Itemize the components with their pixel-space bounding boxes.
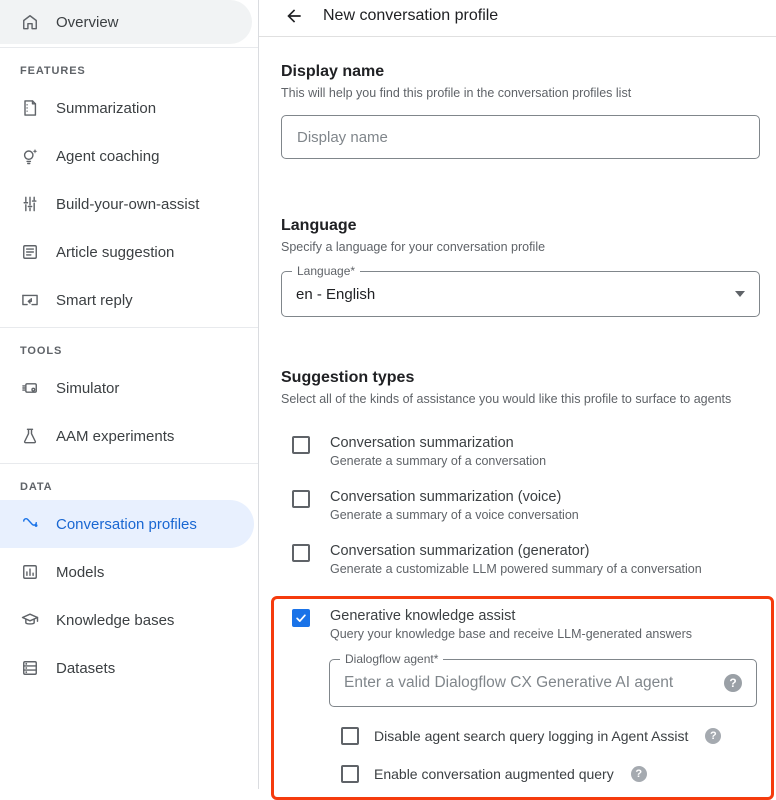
checkbox-disable-query-logging[interactable]	[341, 727, 359, 745]
option-label: Generative knowledge assist	[330, 608, 516, 624]
suboption-disable-query-logging	[341, 727, 759, 745]
help-icon[interactable]: ?	[724, 674, 742, 692]
checkbox-generative-knowledge-assist[interactable]	[292, 609, 310, 627]
display-name-title: Display name	[281, 63, 385, 80]
experiment-flask-icon	[20, 426, 40, 446]
sidebar-item-label: Smart reply	[56, 291, 133, 309]
suboption-label: Enable conversation augmented query	[374, 766, 614, 782]
sidebar-section-features: FEATURES	[20, 65, 86, 77]
conversation-squiggle-icon	[20, 514, 40, 534]
suboption-enable-augmented-query	[341, 765, 759, 783]
help-icon[interactable]: ?	[705, 728, 721, 744]
suggestion-options-list	[281, 434, 760, 800]
bar-chart-icon	[20, 562, 40, 582]
option-conversation-summarization-generator	[292, 542, 760, 578]
option-description: Query your knowledge base and receive LLM-generated answers	[330, 627, 693, 641]
sidebar-item-label: Article suggestion	[56, 243, 175, 261]
sidebar-item-summarization[interactable]	[0, 84, 258, 132]
sidebar-item-label: Overview	[56, 13, 119, 31]
suggestion-types-section	[281, 369, 760, 800]
smart-reply-icon	[20, 290, 40, 310]
sidebar-item-conversation-profiles[interactable]	[0, 500, 254, 548]
sidebar-item-article-suggestion[interactable]	[0, 228, 258, 276]
checkbox-conversation-summarization-voice[interactable]	[292, 490, 310, 508]
dialogflow-agent-field-label: Dialogflow agent*	[340, 652, 443, 666]
option-description: Generate a summary of a voice conversation	[330, 508, 579, 522]
sidebar-item-agent-coaching[interactable]	[0, 132, 258, 180]
sidebar-item-overview[interactable]	[0, 0, 252, 44]
sidebar-item-label: Simulator	[56, 379, 120, 397]
sidebar-section-data: DATA	[20, 481, 53, 493]
option-conversation-summarization-voice	[292, 488, 760, 524]
display-name-section	[281, 63, 760, 159]
main-panel	[259, 0, 776, 789]
language-select[interactable]	[281, 264, 760, 317]
suggestion-types-subtitle: Select all of the kinds of assistance you would like this profile to surface to agents	[281, 392, 732, 406]
sidebar-item-label: Agent coaching	[56, 147, 160, 165]
option-label: Conversation summarization (generator)	[330, 543, 590, 559]
sidebar-item-models[interactable]	[0, 548, 258, 596]
sidebar-item-build-your-own-assist[interactable]	[0, 180, 258, 228]
sidebar-item-datasets[interactable]	[0, 644, 258, 692]
sidebar-item-smart-reply[interactable]	[0, 276, 258, 324]
language-selected-value: en - English	[296, 285, 376, 303]
help-icon[interactable]: ?	[631, 766, 647, 782]
language-field-label: Language*	[292, 264, 360, 278]
display-name-input[interactable]	[281, 115, 760, 159]
sidebar-item-aam-experiments[interactable]	[0, 412, 258, 460]
checkbox-conversation-summarization[interactable]	[292, 436, 310, 454]
checkbox-enable-augmented-query[interactable]	[341, 765, 359, 783]
sidebar-item-label: Models	[56, 563, 105, 581]
sidebar-item-label: Build-your-own-assist	[56, 195, 200, 213]
sidebar-item-label: Conversation profiles	[56, 515, 197, 533]
language-section	[281, 217, 760, 317]
language-title: Language	[281, 217, 357, 234]
home-icon	[20, 12, 40, 32]
language-subtitle: Specify a language for your conversation profile	[281, 240, 546, 254]
dataset-rows-icon	[20, 658, 40, 678]
sidebar-item-label: Summarization	[56, 99, 157, 117]
form-content	[259, 37, 776, 800]
chevron-down-icon	[735, 291, 745, 297]
option-generative-knowledge-assist	[292, 607, 759, 643]
page-title: New conversation profile	[323, 7, 499, 24]
sidebar	[0, 0, 259, 789]
dialogflow-agent-placeholder: Enter a valid Dialogflow CX Generative AI agent	[344, 674, 674, 691]
option-description: Generate a summary of a conversation	[330, 454, 547, 468]
option-label: Conversation summarization	[330, 435, 514, 451]
suboption-label: Disable agent search query logging in Agent Assist	[374, 728, 689, 744]
sidebar-item-knowledge-bases[interactable]	[0, 596, 258, 644]
summarize-document-icon	[20, 98, 40, 118]
suggestion-types-title: Suggestion types	[281, 369, 415, 386]
lightbulb-spark-icon	[20, 146, 40, 166]
page-header	[259, 0, 776, 37]
generative-knowledge-assist-highlight	[271, 596, 774, 800]
graduation-cap-icon	[20, 610, 40, 630]
sidebar-item-label: Knowledge bases	[56, 611, 175, 629]
option-description: Generate a customizable LLM powered summary of a conversation	[330, 562, 702, 576]
option-conversation-summarization	[292, 434, 760, 470]
sidebar-item-label: Datasets	[56, 659, 116, 677]
sidebar-section-tools: TOOLS	[20, 345, 63, 357]
option-label: Conversation summarization (voice)	[330, 489, 562, 505]
sidebar-item-label: AAM experiments	[56, 427, 175, 445]
dialogflow-agent-field[interactable]	[329, 652, 757, 707]
sidebar-item-simulator[interactable]	[0, 364, 258, 412]
article-icon	[20, 242, 40, 262]
tune-sliders-icon	[20, 194, 40, 214]
checkbox-conversation-summarization-generator[interactable]	[292, 544, 310, 562]
back-button[interactable]	[283, 5, 305, 27]
simulator-icon	[20, 378, 40, 398]
display-name-subtitle: This will help you find this profile in the conversation profiles list	[281, 86, 632, 100]
